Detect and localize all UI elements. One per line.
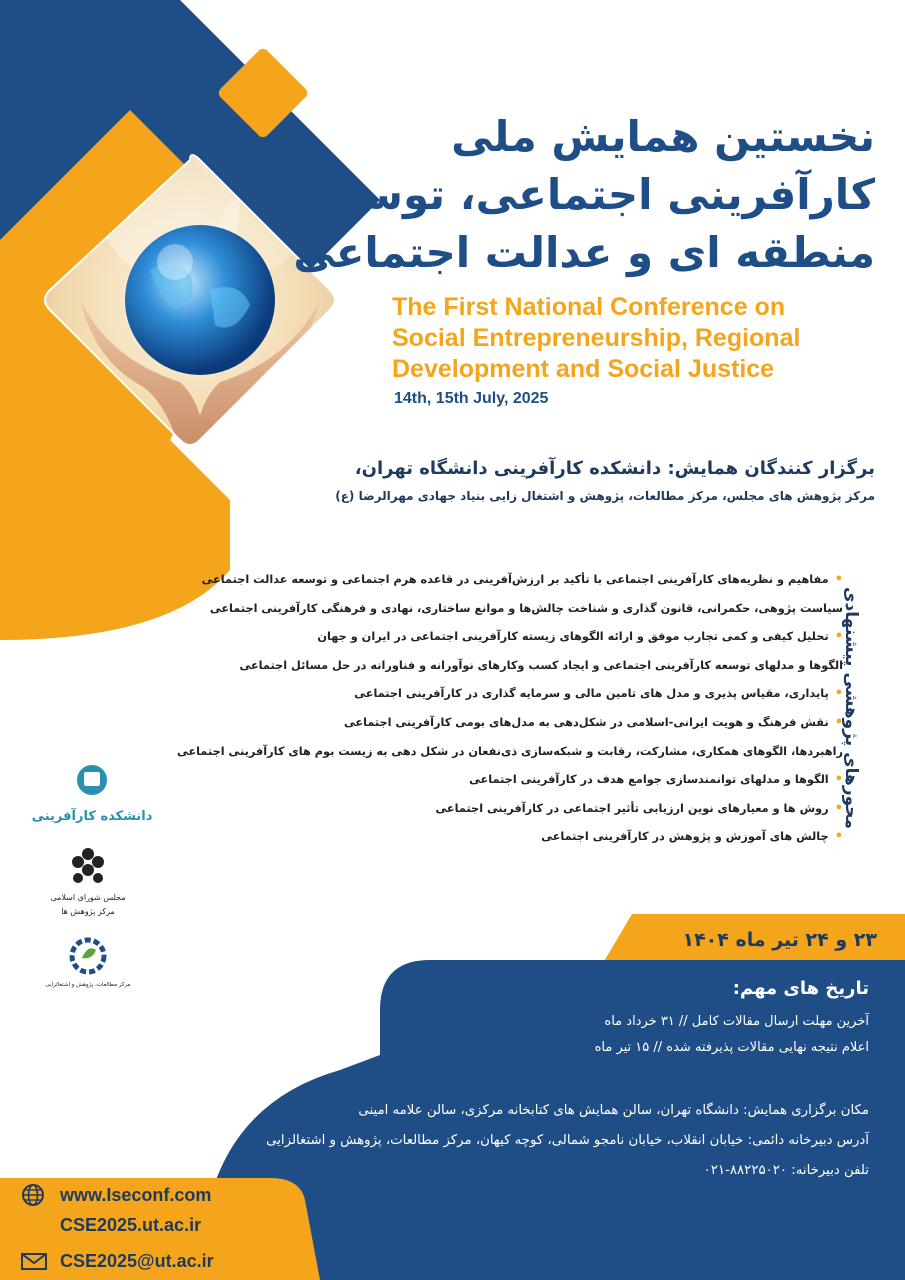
important-dates — [229, 978, 869, 1061]
axis-item-4: الگوها و مدلهای توسعه کارآفرینی اجتماعی و ایجاد کسب وکارهای نوآورانه و فناورانه در حل مسائل اجتماعی — [239, 658, 843, 672]
envelope-icon — [20, 1249, 50, 1273]
axis-item-6: • نقش فرهنگ و هویت ایرانی-اسلامی در شکل‌دهی به مدل‌های بومی کارآفرینی اجتماعی — [243, 709, 843, 738]
organizers — [275, 458, 875, 503]
axis-item-2: سیاست پژوهی، حکمرانی، قانون گذاری و شناخت چالش‌ها و موانع ساختاری، نهادی و فرهنگی کارآفرینی اجتماعی — [209, 601, 843, 615]
venue-info — [189, 1096, 869, 1186]
faculty-logo-text: دانشکده کارآفرینی — [31, 809, 153, 824]
axis-item-3: • تحلیل کیفی و کمی تجارب موفق و ارائه الگوهای زیسته کارآفرینی اجتماعی در ایران و جهان — [243, 623, 843, 652]
title-persian — [293, 108, 875, 282]
majlis-logo-text-2: مرکز پژوهش ها — [61, 907, 115, 916]
organizers-sub: مرکز پژوهش های مجلس، مرکز مطالعات، پژوهش و اشتغال زایی بنیاد جهادی مهرالرضا (ع) — [335, 489, 875, 503]
axis-item-1: • مفاهیم و نظریه‌های کارآفرینی اجتماعی با تأکید بر ارزش‌آفرینی در قاعده هرم اجتماعی و توسعه عدالت اجتماعی — [243, 566, 843, 595]
title-english-line1: The First National Conference on — [392, 293, 786, 321]
important-dates-title: تاریخ های مهم: — [732, 978, 869, 999]
title-persian-line2: کارآفرینی اجتماعی، توسعه — [312, 170, 875, 219]
contact-info — [20, 1180, 280, 1276]
important-date-row-2: اعلام نتیجه نهایی مقالات پذیرفته شده // ۱۵ تیر ماه — [594, 1040, 869, 1055]
majlis-logo-text-1: مجلس شورای اسلامی — [50, 893, 126, 902]
majlis-logo — [52, 844, 124, 926]
axis-item-10: • چالش های آموزش و پژوهش در کارآفرینی اجتماعی — [243, 823, 843, 852]
organizers-main: برگزار کنندگان همایش: دانشکده کارآفرینی دانشگاه تهران، — [354, 458, 875, 479]
website-link[interactable]: www.Iseconf.com — [60, 1184, 212, 1205]
site2-link[interactable]: CSE2025.ut.ac.ir — [60, 1214, 202, 1235]
title-persian-line1: نخستین همایش ملی — [451, 112, 875, 161]
email-link[interactable]: CSE2025@ut.ac.ir — [60, 1250, 214, 1271]
date-persian: ۲۳ و ۲۴ تیر ماه ۱۴۰۴ — [682, 929, 877, 951]
axis-item-8: • الگوها و مدلهای توانمندسازی جوامع هدف در کارآفرینی اجتماعی — [243, 766, 843, 795]
venue-phone: تلفن دبیرخانه: ۸۸۲۲۵۰۲۰-۰۲۱ — [703, 1163, 869, 1178]
title-english-line2: Social Entrepreneurship, Regional — [392, 324, 801, 352]
title-persian-line3: منطقه ای و عدالت اجتماعی — [293, 228, 875, 277]
research-axes-label-text: محورهای پژوهشی پیشنهادی — [841, 586, 861, 830]
axis-item-5: • پایداری، مقیاس پذیری و مدل های تامین مالی و سرمایه گذاری در کارآفرینی اجتماعی — [243, 680, 843, 709]
venue-location: مکان برگزاری همایش: دانشگاه تهران، سالن همایش های کتابخانه مرکزی، سالن علامه امینی — [358, 1103, 869, 1118]
axis-item-9: • روش ها و معیارهای نوین ارزیابی تأثیر اجتماعی در کارآفرینی اجتماعی — [243, 795, 843, 824]
venue-address: آدرس دبیرخانه دائمی: خیابان انقلاب، خیابان نامجو شمالی، کوچه کیهان، مرکز مطالعات، پژوهش و اشتغالزایی — [266, 1133, 869, 1148]
title-english — [392, 292, 892, 385]
website-row — [20, 1180, 280, 1210]
research-axes-list — [177, 566, 843, 852]
important-date-row-1: آخرین مهلت ارسال مقالات کامل // ۳۱ خرداد ماه — [604, 1014, 869, 1029]
axis-item-7: راهبردها، الگوهای همکاری، مشارکت، رقابت و شبکه‌سازی ذی‌نفعان در شکل دهی به زیست بوم های کارآفرینی اجتماعی — [177, 744, 843, 758]
faculty-logo — [31, 764, 153, 834]
site2-row — [20, 1210, 280, 1240]
title-english-line3: Development and Social Justice — [392, 355, 775, 383]
globe-icon — [20, 1183, 50, 1207]
research-center-logo — [45, 936, 131, 994]
research-center-logo-text: مرکز مطالعات، پژوهش و اشتغالزایی — [45, 982, 131, 988]
date-english: 14th, 15th July, 2025 — [394, 390, 549, 407]
email-row — [20, 1246, 280, 1276]
